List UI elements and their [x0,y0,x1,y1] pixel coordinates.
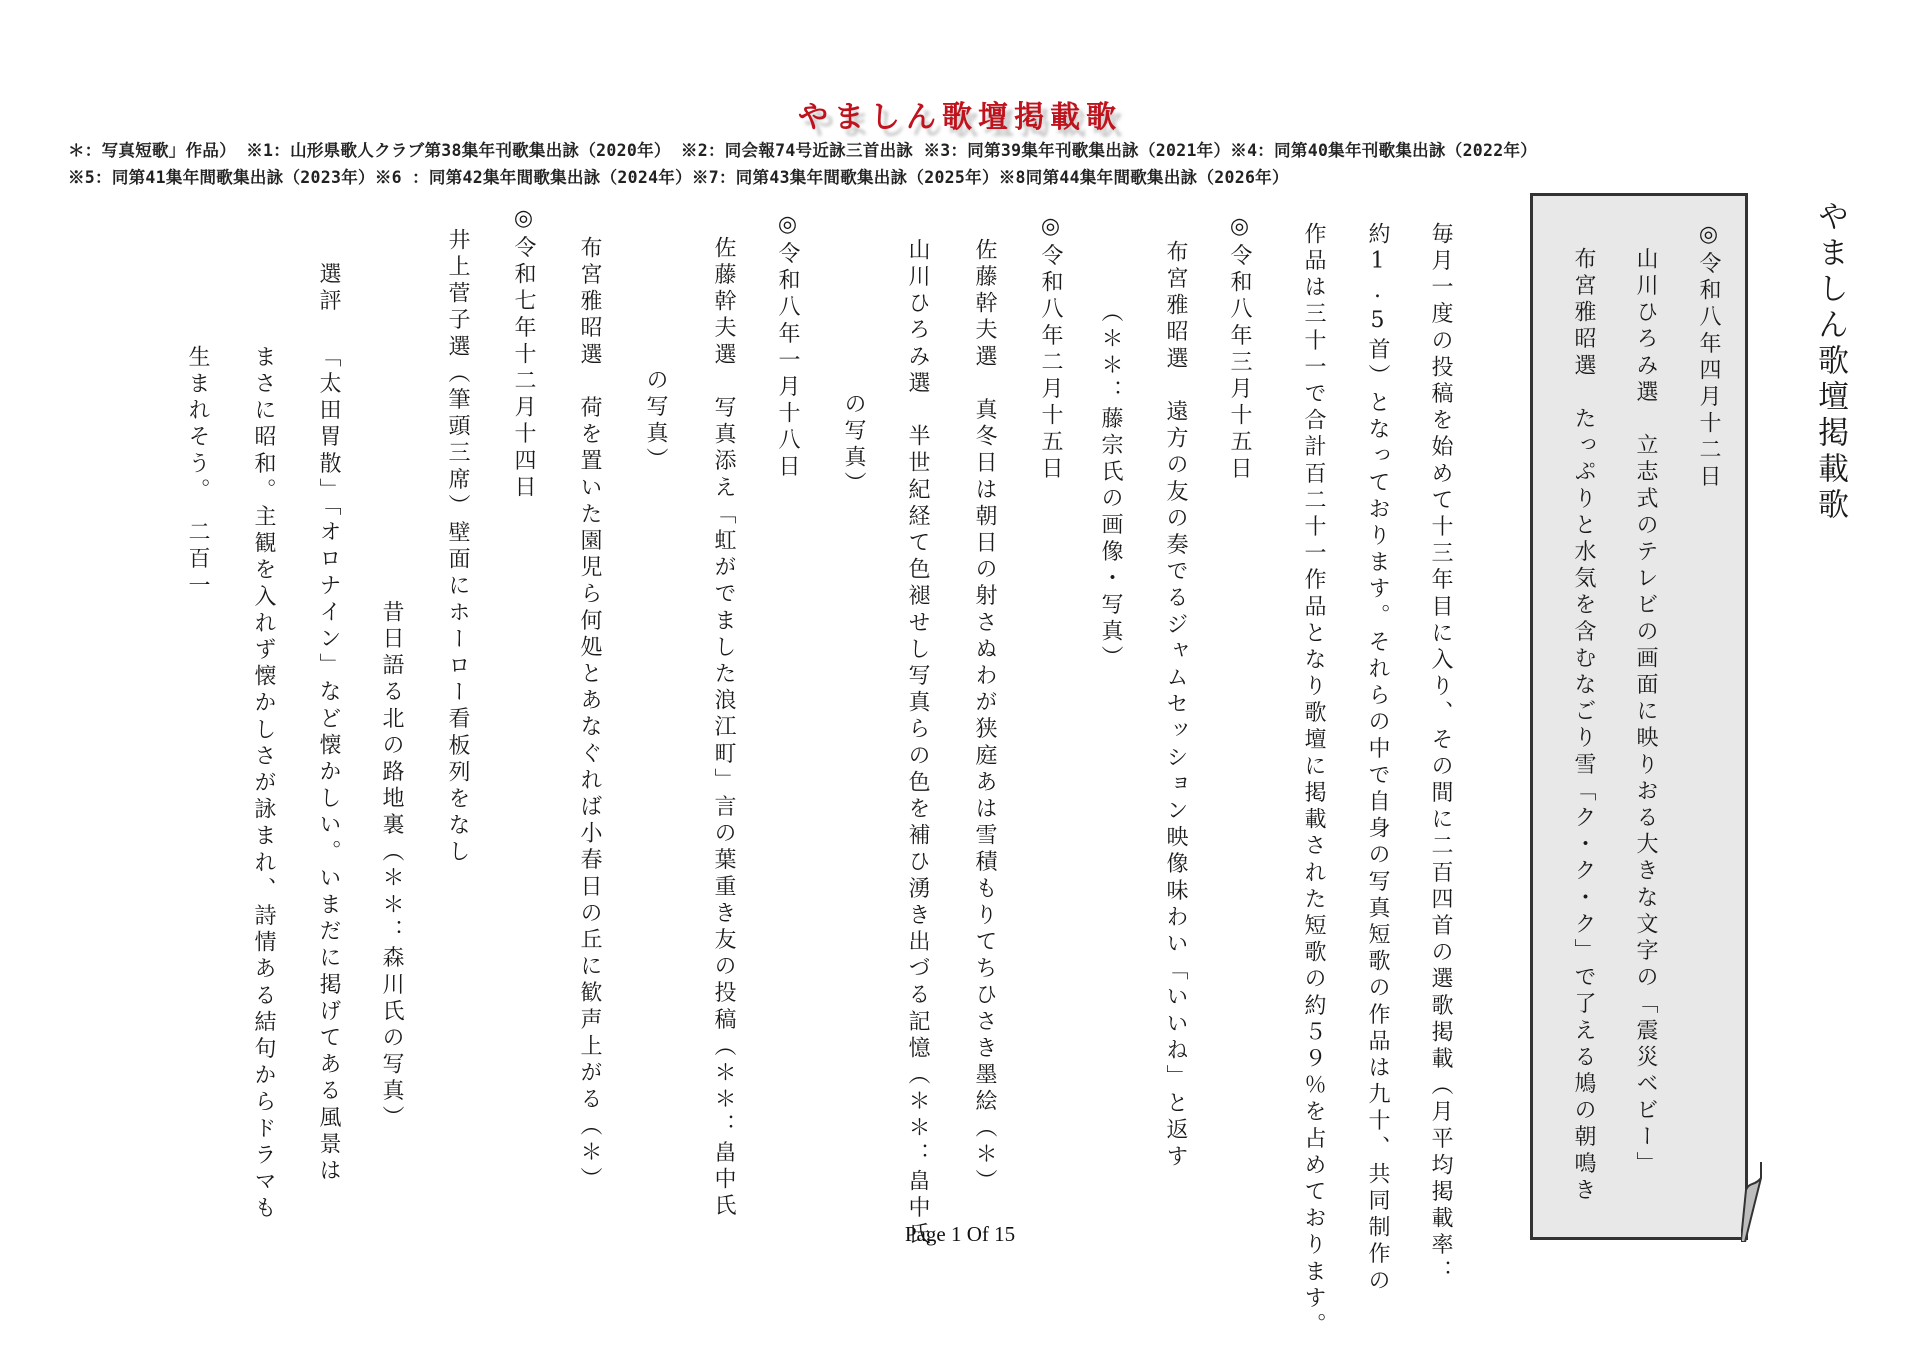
entry-march-credit: （＊＊：藤宗氏の画像・写真） [1098,300,1123,673]
entry-date-january: ◎令和八年一月十八日 [775,212,800,481]
page-heading: やましん歌壇掲載歌 [1812,200,1848,524]
intro-line-2: 約1.5首）となっております。それらの中で自身の写真短歌の作品は九十、共同制作の [1365,222,1390,1295]
entry-january-poem-2: 布宮雅昭選 荷を置いた園児ら何処とあなぐれば小春日の丘に歓声上がる（＊） [577,236,602,1194]
review-line-2: まさに昭和。主観を入れず懐かしさが詠まれ、詩情ある結句からドラマも [251,345,276,1223]
footnote-legend-line-2: ※5：同第41集年間歌集出詠（2023年）※6 ：同第42集年間歌集出詠（2024年）※7：同第43集年間歌集出詠（2025年）※8同第44集年間歌集出詠（2026年） [68,168,1289,187]
entry-january-poem-1: 佐藤幹夫選 写真添え「虹がでました浪江町」言の葉重き友の投稿（＊＊：畠中氏 [711,236,736,1221]
entry-december-poem-1: 井上菅子選（筆頭三席）壁面にホーロー看板列をなし [445,228,470,867]
entry-february-poem-2: 山川ひろみ選 半世紀経て色褪せし写真らの色を補ひ湧き出づる記憶（＊＊：畠中氏 [905,238,930,1249]
entry-date-december: ◎令和七年十二月十四日 [511,206,536,502]
entry-march-poem-1: 布宮雅昭選 遠方の友の奏でるジャムセッション映像味わい「いいね」と返す [1163,240,1188,1171]
entry-date-march: ◎令和八年三月十五日 [1227,214,1252,483]
entry-january-credit-cont: の写真） [643,368,668,475]
review-line-3: 生まれそう。 二百一 [185,345,210,600]
entry-december-poem-2: 昔日語る北の路地裏（＊＊：森川氏の写真） [379,600,404,1132]
document-title: やましん歌壇掲載歌 [798,100,1122,135]
intro-line-1: 毎月一度の投稿を始めて十三年目に入り、その間に二百四首の選歌掲載（月平均掲載率： [1428,222,1453,1286]
review-line-1: 「太田胃散」「オロナイン」など懐かしい。いまだに掲げてある風景は [316,345,341,1186]
page-indicator: Page 1 Of 15 [904,1222,1016,1246]
featured-date: ◎令和八年四月十二日 [1696,222,1721,491]
review-label: 選評 [316,262,341,316]
entry-february-poem-1: 佐藤幹夫選 真冬日は朝日の射さぬわが狭庭あは雪積もりてちひさき墨絵（＊） [972,238,997,1196]
featured-poem-1: 山川ひろみ選 立志式のテレビの画面に映りおる大きな文字の「震災ベビー」 [1633,247,1658,1178]
intro-line-3: 作品は三十一で合計百二十一作品となり歌壇に掲載された短歌の約５９％を占めております。 [1301,222,1326,1340]
entry-date-february: ◎令和八年二月十五日 [1038,214,1063,483]
footnote-legend-line-1: ＊：写真短歌」作品） ※1：山形県歌人クラブ第38集年刊歌集出詠（2020年） ※2：同会報74号近詠三首出詠 ※3：同第39集年刊歌集出詠（2021年）※4：同第40集年刊歌集出詠（2022年） [68,141,1538,160]
featured-poem-2: 布宮雅昭選 たっぷりと水気を含むなごり雪「ク・ク・ク」で了える鳩の朝鳴き [1571,247,1596,1205]
entry-february-credit-cont: の写真） [841,392,866,499]
